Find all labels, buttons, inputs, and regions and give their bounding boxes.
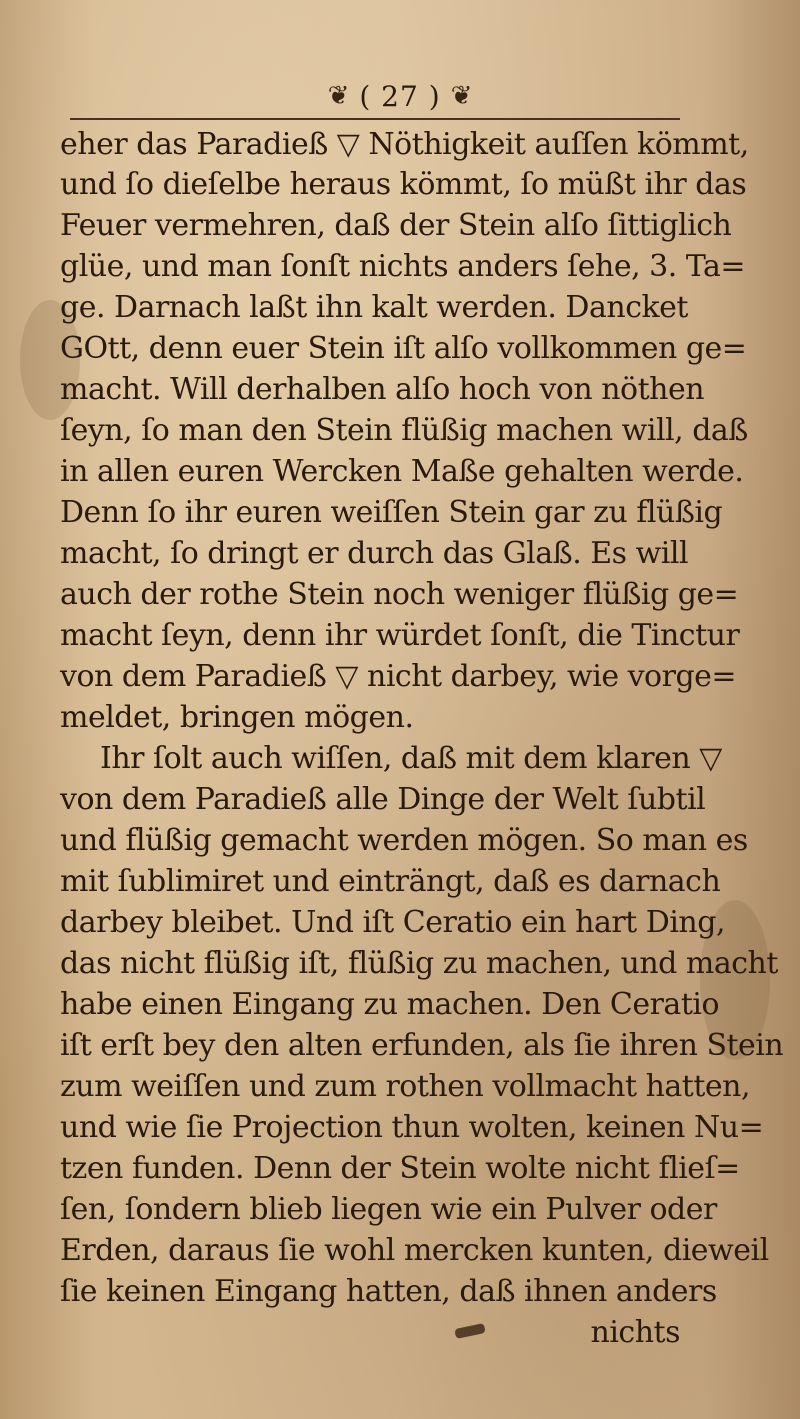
text-line: von dem Paradieß alle Dinge der Welt ſubtil bbox=[60, 782, 706, 817]
text-line: das nicht flüßig iſt, flüßig zu machen, und macht bbox=[60, 946, 778, 981]
text-line: ſen, ſondern blieb liegen wie ein Pulver oder bbox=[60, 1192, 717, 1227]
text-line: glüe, und man ſonſt nichts anders ſehe, 3. Ta= bbox=[60, 249, 746, 284]
text-line: Denn ſo ihr euren weiſſen Stein gar zu flüßig bbox=[60, 495, 723, 530]
text-line: eher das Paradieß ▽ Nöthigkeit auſſen kömmt, bbox=[60, 127, 749, 162]
text-line: Feuer vermehren, daß der Stein alſo ſittiglich bbox=[60, 208, 732, 243]
text-line: habe einen Eingang zu machen. Den Ceratio bbox=[60, 987, 720, 1022]
body-text bbox=[60, 124, 784, 1353]
text-line: tzen funden. Denn der Stein wolte nicht flieſ= bbox=[60, 1151, 740, 1186]
text-line: Erden, daraus ſie wohl mercken kunten, dieweil bbox=[60, 1233, 769, 1268]
text-line: macht ſeyn, denn ihr würdet ſonſt, die Tinctur bbox=[60, 618, 740, 653]
text-line: und flüßig gemacht werden mögen. So man es bbox=[60, 823, 748, 858]
text-line: macht. Will derhalben alſo hoch von nöthen bbox=[60, 372, 705, 407]
header-rule bbox=[70, 118, 680, 120]
page-header bbox=[0, 74, 800, 118]
text-line: zum weiſſen und zum rothen vollmacht hatten, bbox=[60, 1069, 751, 1104]
text-line: macht, ſo dringt er durch das Glaß. Es will bbox=[60, 536, 689, 571]
text-line: mit ſublimiret und einträngt, daß es darnach bbox=[60, 864, 721, 899]
text-line: ſie keinen Eingang hatten, daß ihnen anders bbox=[60, 1274, 717, 1309]
text-line: von dem Paradieß ▽ nicht darbey, wie vorge= bbox=[60, 659, 737, 694]
text-line: iſt erſt bey den alten erfunden, als ſie ihren Stein bbox=[60, 1028, 784, 1063]
catchword: nichts bbox=[590, 1315, 680, 1350]
ornament-icon: ❦ bbox=[327, 81, 350, 111]
text-line: Ihr ſolt auch wiſſen, daß mit dem klaren ▽ bbox=[100, 741, 722, 776]
text-line: auch der rothe Stein noch weniger flüßig ge= bbox=[60, 577, 739, 612]
ornament-icon: ❦ bbox=[450, 81, 473, 111]
text-line: meldet, bringen mögen. bbox=[60, 700, 414, 735]
text-line: ge. Darnach laßt ihn kalt werden. Dancket bbox=[60, 290, 688, 325]
text-line: GOtt, denn euer Stein iſt alſo vollkommen ge= bbox=[60, 331, 747, 366]
page-number: ( 27 ) bbox=[359, 79, 441, 113]
text-line: ſeyn, ſo man den Stein flüßig machen will, daß bbox=[60, 413, 748, 448]
text-line: und ſo dieſelbe heraus kömmt, ſo müßt ihr das bbox=[60, 167, 747, 202]
text-line: und wie ſie Projection thun wolten, keinen Nu= bbox=[60, 1110, 764, 1145]
text-line: in allen euren Wercken Maße gehalten werde. bbox=[60, 454, 744, 489]
text-line: darbey bleibet. Und iſt Ceratio ein hart Ding, bbox=[60, 905, 725, 940]
